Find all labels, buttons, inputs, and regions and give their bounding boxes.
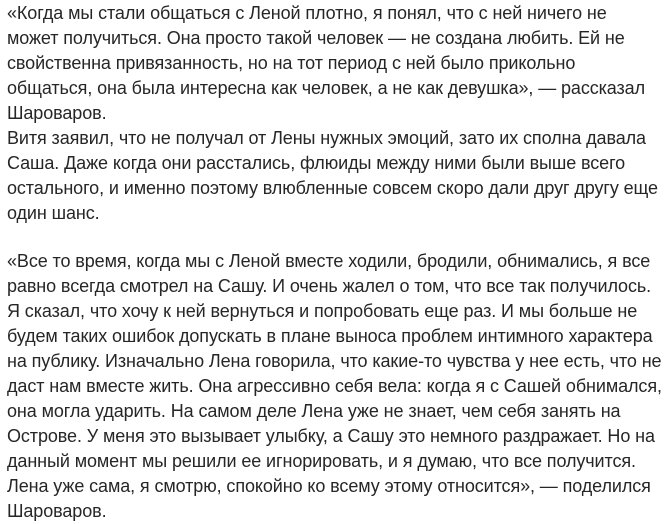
paragraph-1 <box>7 1 662 226</box>
narration-vitya: Витя заявил, что не получал от Лены нужных эмоций, зато их сполна давала Саша. Даже когда они расстались, флюиды между ними были выше всего остального, и именно поэтому влюбленные совсем скоро дали друг другу еще один шанс. <box>7 128 658 223</box>
quote-sharovarov-1: «Когда мы стали общаться с Леной плотно, я понял, что с ней ничего не может получиться. Она просто такой человек — не создана любить. Ей не свойственна привязанность, но на тот период с ней было прикольно общаться, она была интересна как человек, а не как девушка», — рассказал Шароваров. <box>7 3 645 123</box>
quote-sharovarov-2: «Все то время, когда мы с Леной вместе ходили, бродили, обнимались, я все равно всегда смотрел на Сашу. И очень жалел о том, что все так получилось. Я сказал, что хочу к ней вернуться и попробовать еще раз. И мы больше не будем таких ошибок допускать в плане выноса проблем интимного характера на публику. Изначально Лена говорила, что какие-то чувства у нее есть, что не даст нам вместе жить. Она агрессивно себя вела: когда я с Сашей обнимался, она могла ударить. На самом деле Лена уже не знает, чем себя занять на Острове. У меня это вызывает улыбку, а Сашу это немного раздражает. Но на данный момент мы решили ее игнорировать, и я думаю, что все получится. Лена уже сама, я смотрю, спокойно ко всему этому относится», — поделился Шароваров. <box>7 251 662 521</box>
paragraph-2 <box>7 249 662 524</box>
